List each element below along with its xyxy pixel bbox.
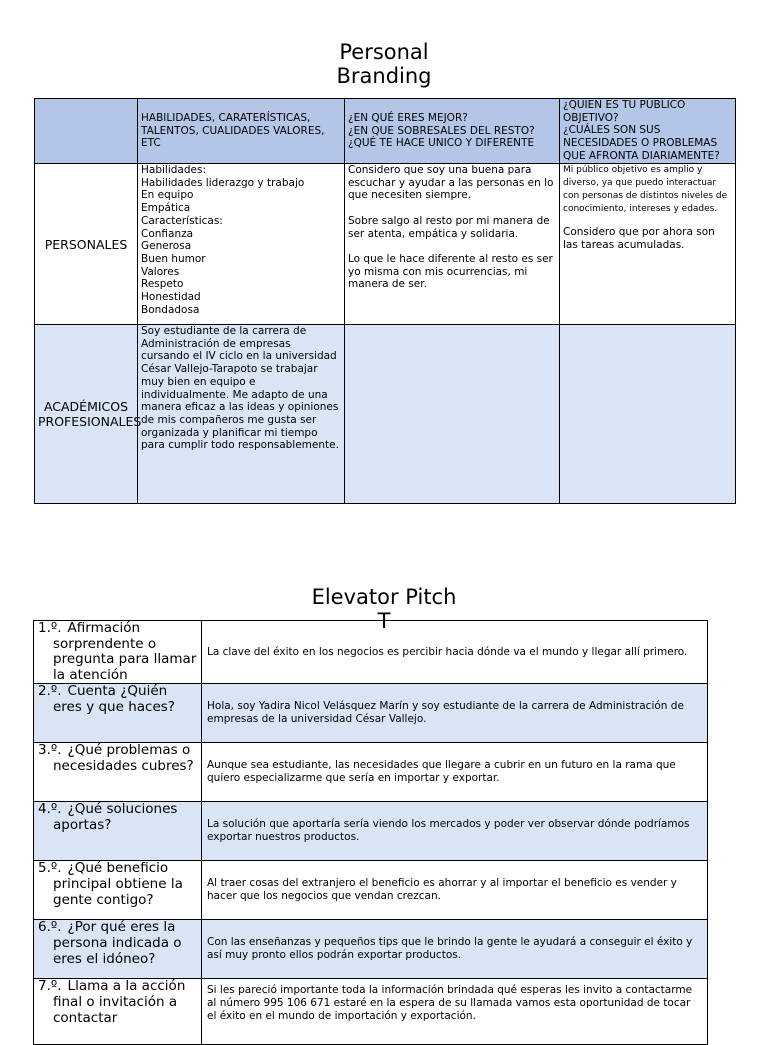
answer-cell: Aunque sea estudiante, las necesidades que llegare a cubrir en un futuro en la rama que quiero especializarme que sería en importar y exportar. (202, 743, 708, 802)
personal-branding-table (34, 98, 736, 504)
table-row (34, 621, 708, 684)
header-cell-strengths: ¿EN QUÉ ERES MEJOR? ¿EN QUE SOBRESALES DEL RESTO? ¿QUÉ TE HACE UNICO Y DIFERENTE (345, 99, 560, 164)
table-row (34, 920, 708, 979)
elevator-pitch-table (33, 620, 708, 1045)
answer-cell: Hola, soy Yadira Nicol Velásquez Marín y soy estudiante de la carrera de Administración de empresas de la universidad César Vallejo. (202, 684, 708, 743)
answer-cell: La solución que aportaría sería viendo los mercados y poder ver observar dónde podríamos exportar nuestros productos. (202, 802, 708, 861)
strengths-cell (345, 325, 560, 504)
audience-text: Mi público objetivo es amplio y diverso, ya que puedo interactuar con personas de distintos niveles de conocimiento, intereses y edades. (563, 165, 728, 214)
personal-branding-title (0, 40, 768, 88)
header-row (35, 99, 736, 164)
question-text: Cuenta ¿Quién eres y que haces? (53, 683, 175, 715)
question-text: Llama a la acción final o invitación a contactar (53, 978, 186, 1026)
question-text: ¿Qué beneficio principal obtiene la gente contigo? (53, 860, 183, 908)
table-row (35, 325, 736, 504)
table-row (34, 743, 708, 802)
answer-cell: Si les pareció importante toda la información brindada qué esperas les invito a contactarme al número 995 106 671 estaré en la espera de su llamada vamos esta oportunidad de tocar el éxito en el mundo de importación y exportación. (202, 979, 708, 1045)
problems-text: Considero que por ahora son las tareas acumuladas. (563, 226, 715, 251)
question-cell (34, 861, 202, 920)
table-row (34, 684, 708, 743)
question-cell (34, 979, 202, 1045)
question-cell (34, 621, 202, 684)
question-text: ¿Qué soluciones aportas? (53, 801, 178, 833)
question-cell (34, 684, 202, 743)
audience-cell (560, 325, 736, 504)
question-number: 1.º. (38, 620, 62, 636)
question-number: 2.º. (38, 683, 62, 700)
question-number: 7.º. (38, 978, 62, 995)
question-number: 3.º. (38, 742, 62, 759)
header-cell-skills: HABILIDADES, CARATERÍSTICAS, TALENTOS, CUALIDADES VALORES, ETC (138, 99, 345, 164)
table-row (34, 861, 708, 920)
audience-cell (560, 164, 736, 325)
title-line-1: Personal (339, 40, 429, 64)
header-cell-audience: ¿QUIEN ES TU PUBLICO OBJETIVO? ¿CUÁLES SON SUS NECESIDADES O PROBLEMAS QUE AFRONTA DIARIAMENTE? (560, 99, 736, 164)
answer-cell: Al traer cosas del extranjero el beneficio es ahorrar y al importar el beneficio es vender y hacer que los negocios que vendan crezcan. (202, 861, 708, 920)
question-number: 6.º. (38, 919, 62, 936)
title-line-1: Elevator Pitch (311, 585, 457, 609)
title-line-2: Branding (336, 64, 432, 88)
row-label: ACADÉMICOS PROFESIONALES (35, 325, 138, 504)
answer-cell: Con las enseñanzas y pequeños tips que le brindo la gente le ayudará a conseguir el éxito y así muy pronto ellos podrán exportar productos. (202, 920, 708, 979)
question-number: 4.º. (38, 801, 62, 818)
question-text: ¿Qué problemas o necesidades cubres? (53, 742, 194, 774)
question-cell (34, 920, 202, 979)
question-text: ¿Por qué eres la persona indicada o eres el idóneo? (53, 919, 182, 967)
question-text: Afirmación sorprendente o pregunta para llamar la atención (53, 620, 197, 683)
question-cell (34, 743, 202, 802)
skills-cell: Habilidades: Habilidades liderazgo y trabajo En equipo Empática Características: Confianza Generosa Buen humor Valores Respeto Honestidad Bondadosa (138, 164, 345, 325)
answer-cell: La clave del éxito en los negocios es percibir hacia dónde va el mundo y llegar allí primero. (202, 621, 708, 684)
question-number: 5.º. (38, 860, 62, 877)
table-row (34, 802, 708, 861)
row-label: PERSONALES (35, 164, 138, 325)
strengths-cell: Considero que soy una buena para escuchar y ayudar a las personas en lo que necesiten siempre. Sobre salgo al resto por mi manera de ser atenta, empática y solidaria. Lo que le hace diferente al resto es ser yo misma con mis ocurrencias, mi manera de ser. (345, 164, 560, 325)
table-row (34, 979, 708, 1045)
table-row (35, 164, 736, 325)
question-cell (34, 802, 202, 861)
header-cell-empty (35, 99, 138, 164)
skills-cell: Soy estudiante de la carrera de Administración de empresas cursando el IV ciclo en la universidad César Vallejo-Tarapoto se trabajar muy bien en equipo e individualmente. Me adapto de una manera eficaz a las ideas y opiniones de mis compañeros me gusta ser organizada y planificar mi tiempo para cumplir todo responsablemente. (138, 325, 345, 504)
title-line-2: T (377, 609, 391, 633)
